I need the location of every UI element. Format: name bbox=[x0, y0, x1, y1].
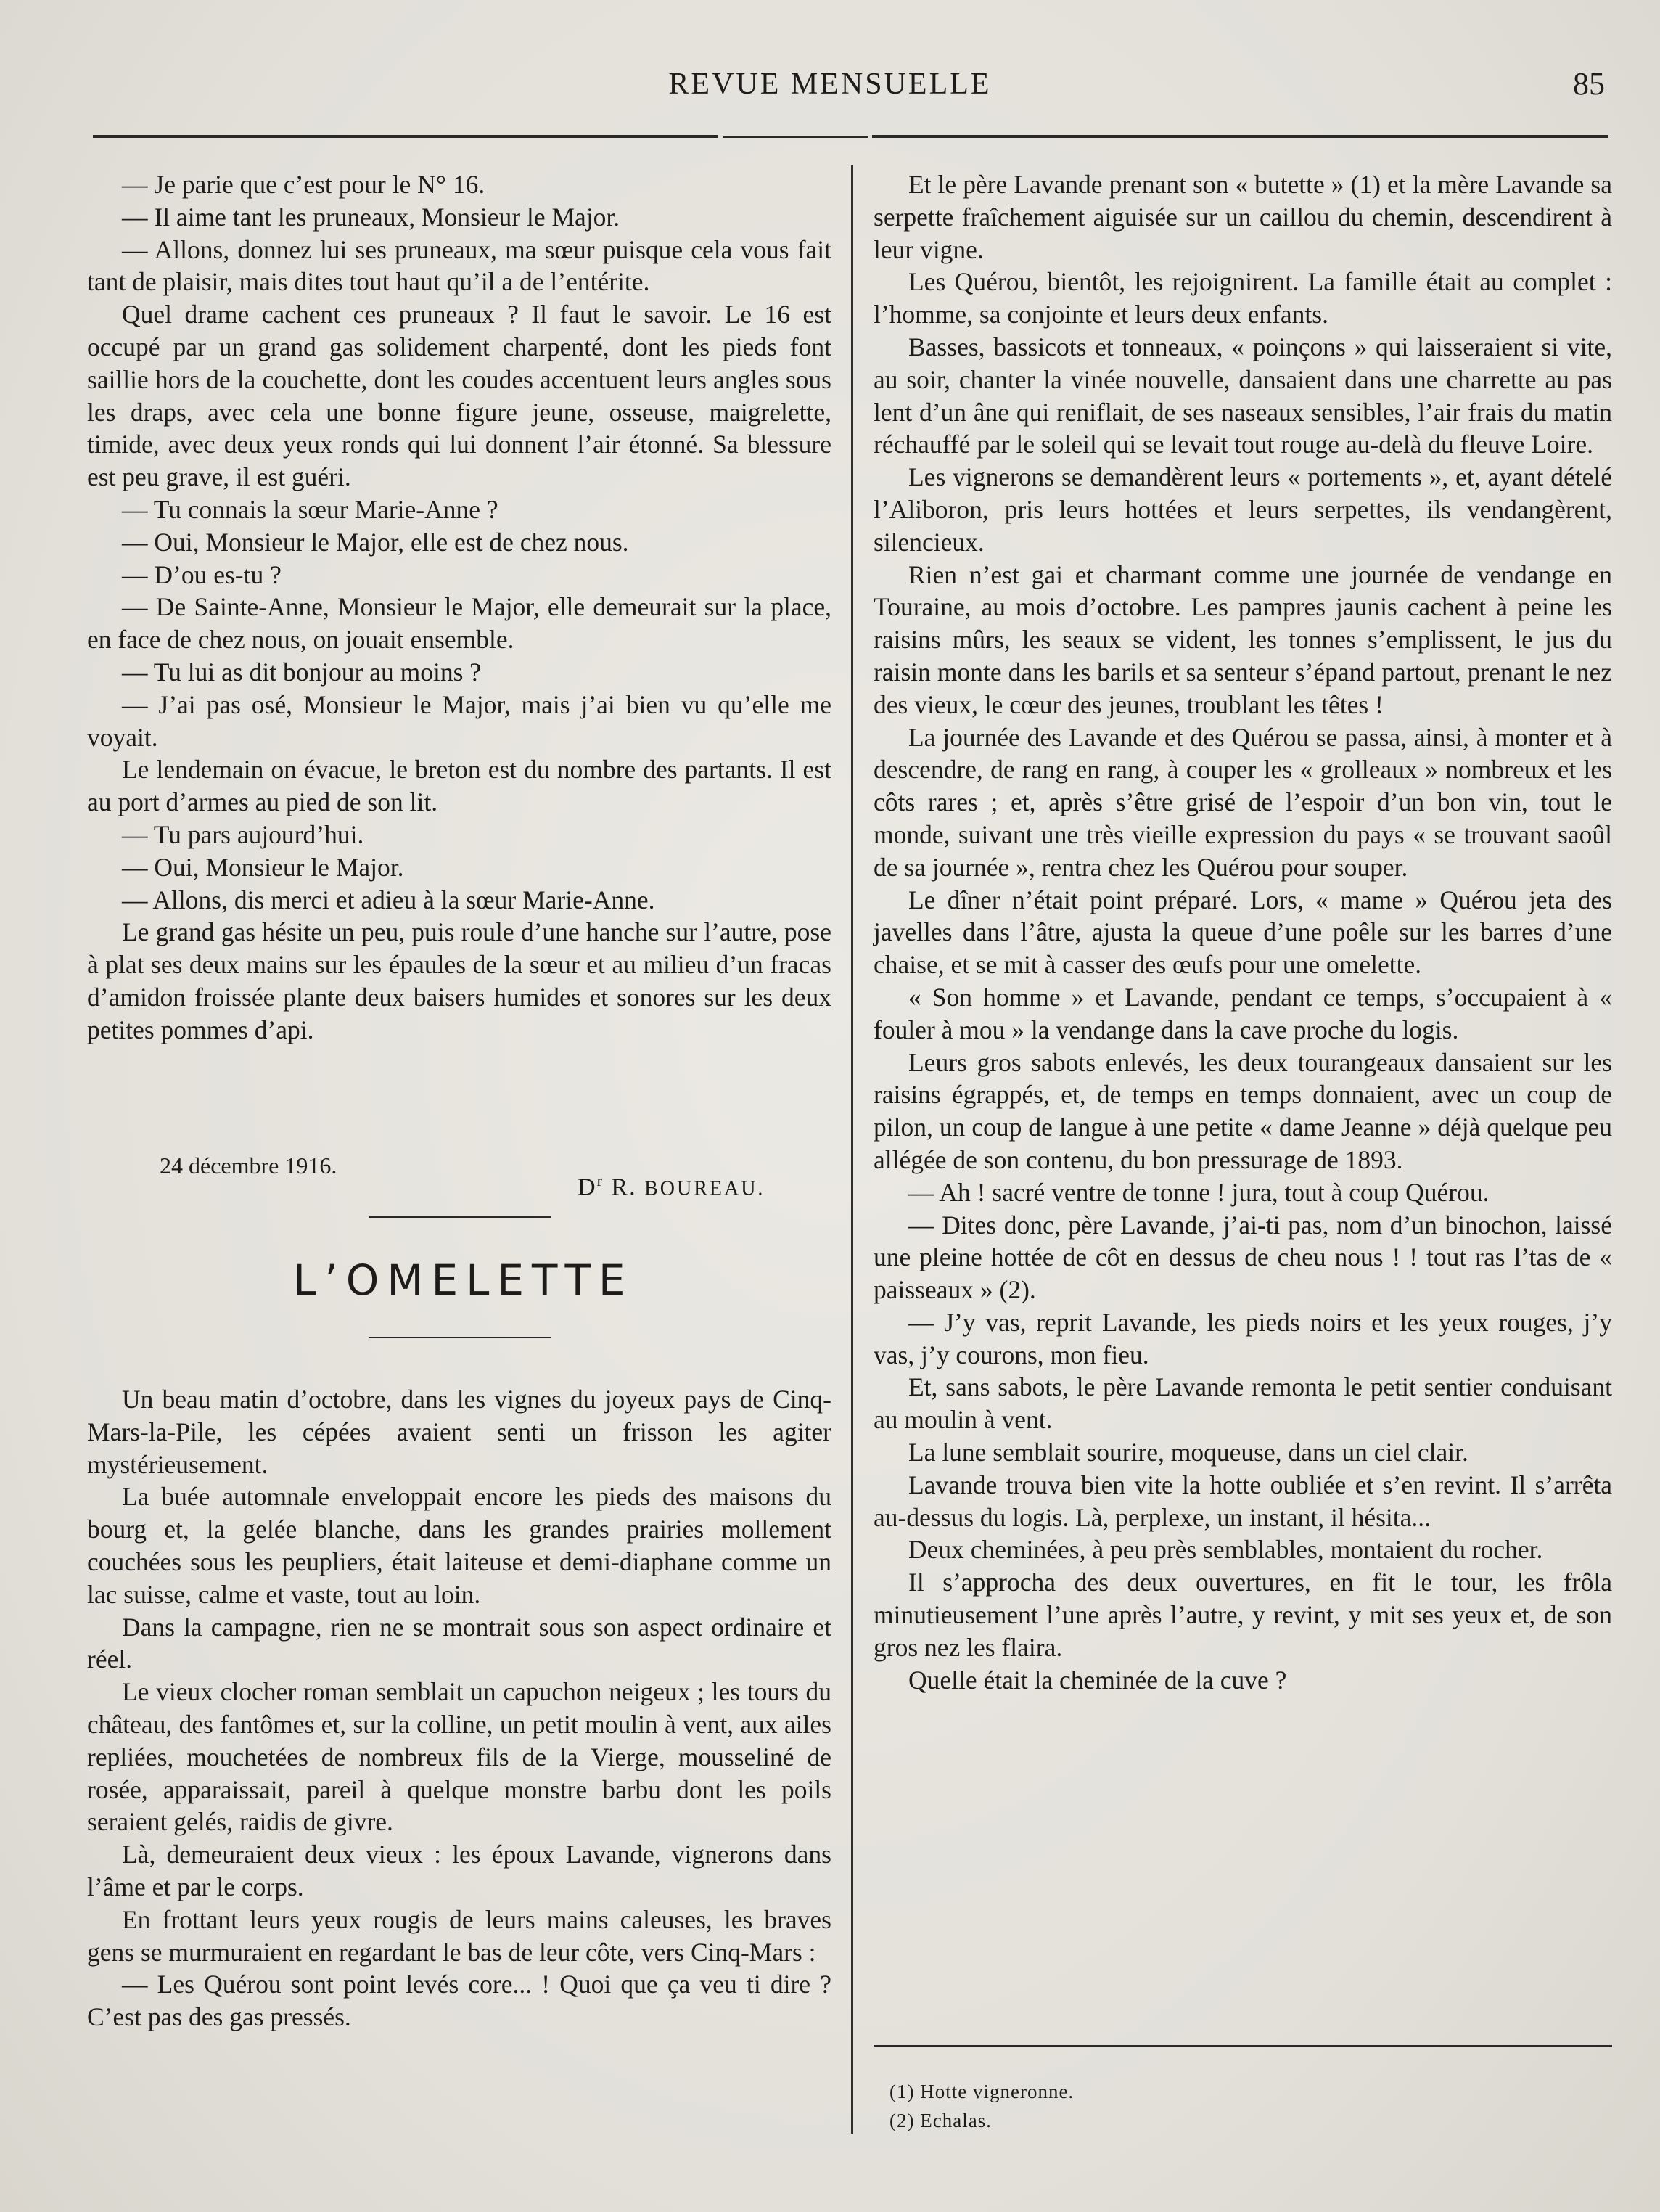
footnote: (1) Hotte vigneronne. bbox=[889, 2081, 1075, 2102]
paragraph: Quel drame cachent ces pruneaux ? Il faut le savoir. Le 16 est occupé par un grand gas solidement charpenté, dont les pieds font saillie hors de la couchette, dont les coudes accentuent leurs angles sous les draps, avec cela une bonne figure jeune, osseuse, maigrelette, timide, avec deux yeux ronds qui lui donnent l’air étonné. Sa blessure est peu grave, il est guéri. bbox=[87, 300, 831, 492]
footnotes bbox=[889, 2077, 1074, 2135]
paragraph: Quelle était la cheminée de la cuve ? bbox=[908, 1665, 1287, 1695]
paragraph: La lune semblait sourire, moqueuse, dans un ciel clair. bbox=[908, 1438, 1468, 1467]
signature-title: D bbox=[578, 1173, 597, 1201]
paragraph: Rien n’est gai et charmant comme une journée de vendange en Touraine, au mois d’octobre. Les pampres jaunis cachent à peine les raisins mûrs, les seaux se vident, les tonnes s’emplissent, le jus du raisin monte dans les barils et sa senteur s’épand partout, prenant le nez des vieux, le cœur des jeunes, troublant les têtes ! bbox=[874, 560, 1612, 719]
page-number: 85 bbox=[1573, 66, 1605, 102]
signature-name: BOUREAU. bbox=[644, 1177, 765, 1200]
paragraph: — Tu connais la sœur Marie-Anne ? bbox=[122, 494, 498, 524]
paragraph: Un beau matin d’octobre, dans les vignes du joyeux pays de Cinq-Mars-la-Pile, les cépées avaient senti un frisson les agiter mystérieusement. bbox=[87, 1385, 831, 1479]
author-signature bbox=[578, 1171, 765, 1201]
paragraph: — Les Quérou sont point levés core... ! Quoi que ça veu ti dire ? C’est pas des gas pressés. bbox=[87, 1970, 831, 2032]
paragraph: — Tu pars aujourd’hui. bbox=[122, 819, 364, 849]
paragraph: Là, demeuraient deux vieux : les époux Lavande, vignerons dans l’âme et par le corps. bbox=[87, 1840, 831, 1901]
previous-article-text bbox=[87, 168, 831, 1046]
paragraph: Lavande trouva bien vite la hotte oubliée et s’en revint. Il s’arrêta au-dessus du logis. Là, perplexe, un instant, il hésita... bbox=[874, 1470, 1612, 1532]
signature-initial: R. bbox=[611, 1173, 637, 1201]
paragraph: « Son homme » et Lavande, pendant ce temps, s’occupaient à « fouler à mou » la vendange dans la cave proche du logis. bbox=[874, 982, 1612, 1044]
paragraph: — Dites donc, père Lavande, j’ai-ti pas, nom d’un binochon, laissé une pleine hottée de côt en dessus de cheu nous ! ! tout ras l’tas de « paisseaux » (2). bbox=[874, 1210, 1612, 1305]
paragraph: Les vignerons se demandèrent leurs « portements », et, ayant dételé l’Aliboron, pris leurs hottées et leurs serpettes, ils vendangèrent, silencieux. bbox=[874, 462, 1612, 557]
paragraph: Il s’approcha des deux ouvertures, en fit le tour, les frôla minutieusement l’une après l’autre, y revint, y mit ses yeux et, de son gros nez les flaira. bbox=[874, 1568, 1612, 1662]
paragraph: — Allons, dis merci et adieu à la sœur Marie-Anne. bbox=[122, 885, 655, 914]
header-rule-right bbox=[872, 135, 1608, 138]
article-text-left bbox=[87, 1383, 831, 2033]
article-title: L’OMELETTE bbox=[293, 1255, 633, 1305]
footnote: (2) Echalas. bbox=[889, 2110, 992, 2131]
paragraph: — D’ou es-tu ? bbox=[122, 560, 282, 589]
paragraph: Et le père Lavande prenant son « butette » (1) et la mère Lavande sa serpette fraîchement aiguisée sur un caillou du chemin, descendirent à leur vigne. bbox=[874, 170, 1612, 264]
title-rule-bottom bbox=[369, 1337, 551, 1338]
paragraph: Deux cheminées, à peu près semblables, montaient du rocher. bbox=[908, 1535, 1543, 1565]
paragraph: Dans la campagne, rien ne se montrait sous son aspect ordinaire et réel. bbox=[87, 1612, 831, 1674]
article-text-right bbox=[874, 168, 1612, 1696]
paragraph: — Allons, donnez lui ses pruneaux, ma sœur puisque cela vous fait tant de plaisir, mais dites tout haut qu’il a de l’entérite. bbox=[87, 234, 831, 297]
paragraph: Le dîner n’était point préparé. Lors, « mame » Quérou jeta des javelles dans l’âtre, ajusta la queue d’une poêle sur les barres d’une chaise, et se mit à casser des œufs pour une omelette. bbox=[874, 885, 1612, 980]
paragraph: La journée des Lavande et des Quérou se passa, ainsi, à monter et à descendre, de rang en rang, à couper les « grolleaux » nombreux et les côts rares ; et, après s’être grisé de l’espoir d’un bon vin, tout le monde, suivant une très vieille expression du pays « se trouvant saoûl de sa journée », rentra chez les Quérou pour souper. bbox=[874, 722, 1612, 882]
paragraph: Et, sans sabots, le père Lavande remonta le petit sentier conduisant au moulin à vent. bbox=[874, 1372, 1612, 1435]
paragraph: En frottant leurs yeux rougis de leurs mains caleuses, les braves gens se murmuraient en regardant le bas de leur côte, vers Cinq-Mars : bbox=[87, 1904, 831, 1967]
paragraph: — Tu lui as dit bonjour au moins ? bbox=[122, 657, 482, 687]
paragraph: Les Quérou, bientôt, les rejoignirent. La famille était au complet : l’homme, sa conjointe et leurs deux enfants. bbox=[874, 267, 1612, 329]
paragraph: La buée automnale enveloppait encore les pieds des maisons du bourg et, la gelée blanche, dans les grandes prairies mollement couchées sous les peupliers, était laiteuse et demi-diaphane comme un lac suisse, calme et vaste, tout au loin. bbox=[87, 1482, 831, 1609]
paragraph: Basses, bassicots et tonneaux, « poinçons » qui laisseraient si vite, au soir, chanter la vinée nouvelle, dansaient dans une charrette au pas lent d’un âne qui reniflait, de ses naseaux sensibles, l’air frais du matin réchauffé par le soleil qui se levait tout rouge au-delà du fleuve Loire. bbox=[874, 332, 1612, 459]
paragraph: Le lendemain on évacue, le breton est du nombre des partants. Il est au port d’armes au pied de son lit. bbox=[87, 755, 831, 817]
footnote-rule bbox=[874, 2045, 1612, 2047]
paragraph: Le vieux clocher roman semblait un capuchon neigeux ; les tours du château, des fantômes et, sur la colline, un petit moulin à vent, aux ailes repliées, mouchetées de nombreux fils de la Vierge, mousseliné de rosée, apparaissait, pareil à quelque monstre barbu dont les poils seraient gelés, raidis de givre. bbox=[87, 1677, 831, 1837]
paragraph: — Ah ! sacré ventre de tonne ! jura, tout à coup Quérou. bbox=[908, 1177, 1490, 1207]
paragraph: — De Sainte-Anne, Monsieur le Major, elle demeurait sur la place, en face de chez nous, on jouait ensemble. bbox=[87, 592, 831, 655]
signature-title-superscript: r bbox=[596, 1171, 604, 1189]
column-divider bbox=[851, 165, 853, 2134]
paragraph: — J’y vas, reprit Lavande, les pieds noirs et les yeux rouges, j’y vas, j’y courons, mon fieu. bbox=[874, 1307, 1612, 1369]
paragraph: — J’ai pas osé, Monsieur le Major, mais j’ai bien vu qu’elle me voyait. bbox=[87, 689, 831, 752]
running-title: REVUE MENSUELLE bbox=[668, 67, 992, 101]
paragraph: Le grand gas hésite un peu, puis roule d’une hanche sur l’autre, pose à plat ses deux mains sur les épaules de la sœur et au milieu d’un fracas d’amidon froissée plante deux baisers humides et sonores sur les deux petites pommes d’api. bbox=[87, 917, 831, 1044]
paragraph: Leurs gros sabots enlevés, les deux tourangeaux dansaient sur les raisins égrappés, et, de temps en temps donnaient, avec un coup de pilon, un coup de langue à une petite « dame Jeanne » déjà quelque peu allégée de son contenu, du bon pressurage de 1893. bbox=[874, 1047, 1612, 1174]
article-date: 24 décembre 1916. bbox=[160, 1152, 337, 1179]
paragraph: — Oui, Monsieur le Major, elle est de chez nous. bbox=[122, 527, 629, 557]
paragraph: — Oui, Monsieur le Major. bbox=[122, 852, 404, 882]
header-rule-left bbox=[93, 135, 718, 138]
paragraph: — Il aime tant les pruneaux, Monsieur le Major. bbox=[122, 202, 620, 232]
paragraph: — Je parie que c’est pour le N° 16. bbox=[122, 170, 485, 199]
title-rule-top bbox=[369, 1216, 551, 1218]
header-rule-center bbox=[723, 136, 868, 138]
